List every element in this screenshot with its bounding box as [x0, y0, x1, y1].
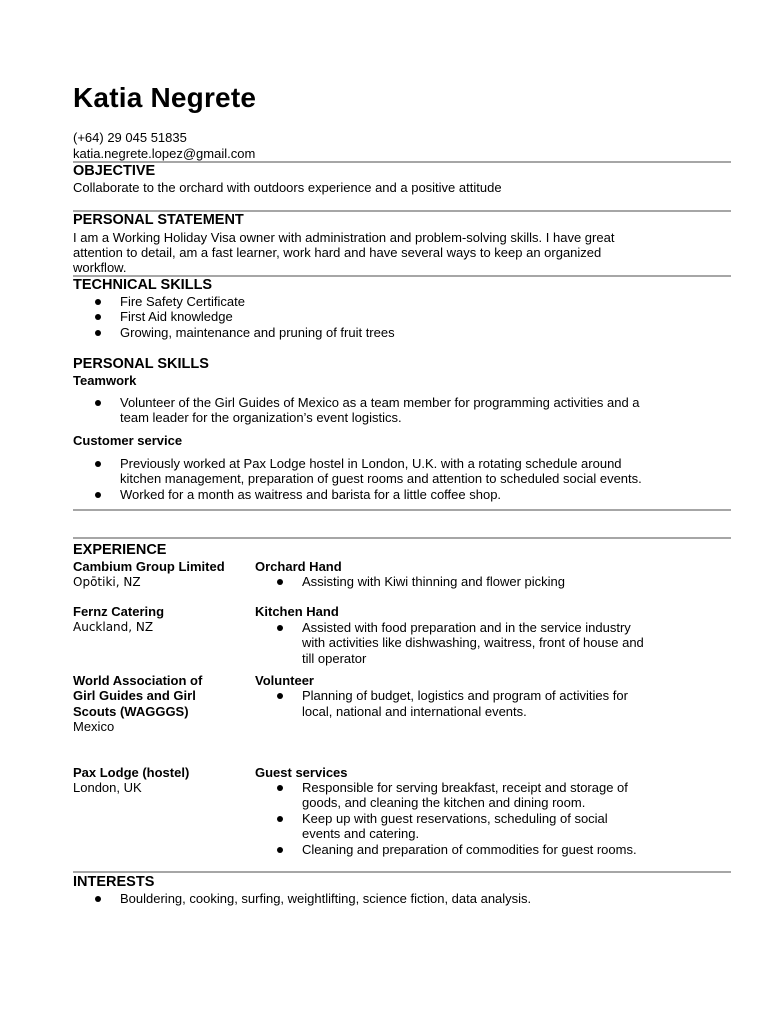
job-duty: Assisted with food preparation and in the service industry	[302, 620, 631, 635]
employer-location: Auckland, NZ	[73, 620, 154, 634]
job-role: Guest services	[255, 765, 348, 780]
employer-location: Opōtiki, NZ	[73, 575, 141, 589]
personal-statement-heading: PERSONAL STATEMENT	[73, 212, 244, 228]
email-address: katia.negrete.lopez@gmail.com	[73, 146, 256, 161]
list-item: Fire Safety Certificate	[120, 294, 245, 309]
bullet-icon	[277, 693, 283, 699]
bullet-icon	[277, 816, 283, 822]
technical-skills-heading: TECHNICAL SKILLS	[73, 277, 213, 293]
teamwork-title: Teamwork	[73, 373, 137, 388]
candidate-name: Katia Negrete	[73, 82, 257, 113]
job-duty-continuation: local, national and international events.	[302, 704, 527, 719]
employer-name: World Association of	[73, 673, 203, 688]
job-duty: Assisting with Kiwi thinning and flower picking	[302, 574, 566, 589]
list-item-continuation: kitchen management, preparation of guest rooms and attention to scheduled social events.	[120, 471, 642, 486]
bullet-icon	[95, 492, 101, 498]
list-item: First Aid knowledge	[120, 309, 233, 324]
employer-name-continuation: Scouts (WAGGGS)	[73, 704, 189, 719]
list-item: Previously worked at Pax Lodge hostel in London, U.K. with a rotating schedule around	[120, 456, 622, 471]
statement-line: workflow.	[73, 260, 127, 275]
job-duty: Keep up with guest reservations, scheduling of social	[302, 811, 608, 826]
objective-heading: OBJECTIVE	[73, 163, 156, 179]
section-divider	[73, 537, 731, 539]
job-duty: Cleaning and preparation of commodities for guest rooms.	[302, 842, 637, 857]
employer-location: London, UK	[73, 780, 142, 795]
interests-heading: INTERESTS	[73, 874, 155, 890]
bullet-icon	[277, 625, 283, 631]
job-duty-continuation: with activities like dishwashing, waitress, front of house and	[302, 635, 644, 650]
job-duty-continuation: events and catering.	[302, 826, 420, 841]
bullet-icon	[95, 330, 101, 336]
employer-location: Mexico	[73, 719, 115, 734]
job-role: Orchard Hand	[255, 559, 342, 574]
customer-service-title: Customer service	[73, 433, 183, 448]
list-item-continuation: team leader for the organization’s event logistics.	[120, 410, 402, 425]
job-duty: Responsible for serving breakfast, receipt and storage of	[302, 780, 628, 795]
employer-name-continuation: Girl Guides and Girl	[73, 688, 196, 703]
bullet-icon	[95, 314, 101, 320]
job-role: Volunteer	[255, 673, 314, 688]
bullet-icon	[95, 461, 101, 467]
statement-line: I am a Working Holiday Visa owner with administration and problem-solving skills. I have great	[73, 230, 615, 245]
job-duty: Planning of budget, logistics and program of activities for	[302, 688, 628, 703]
experience-heading: EXPERIENCE	[73, 542, 167, 558]
list-item: Volunteer of the Girl Guides of Mexico as a team member for programming activities and a	[120, 395, 640, 410]
personal-skills-heading: PERSONAL SKILLS	[73, 356, 209, 372]
bullet-icon	[95, 896, 101, 902]
bullet-icon	[95, 299, 101, 305]
section-divider	[73, 871, 731, 873]
phone-number: (+64) 29 045 51835	[73, 130, 187, 145]
section-divider	[73, 161, 731, 163]
employer-name: Pax Lodge (hostel)	[73, 765, 190, 780]
bullet-icon	[277, 579, 283, 585]
job-duty-continuation: till operator	[302, 651, 367, 666]
job-duty-continuation: goods, and cleaning the kitchen and dining room.	[302, 795, 586, 810]
section-divider	[73, 509, 731, 511]
statement-line: attention to detail, am a fast learner, work hard and have several ways to keep an organized	[73, 245, 602, 260]
bullet-icon	[277, 785, 283, 791]
job-role: Kitchen Hand	[255, 604, 339, 619]
employer-name: Fernz Catering	[73, 604, 165, 619]
bullet-icon	[95, 400, 101, 406]
bullet-icon	[277, 847, 283, 853]
objective-text: Collaborate to the orchard with outdoors experience and a positive attitude	[73, 180, 502, 195]
list-item: Growing, maintenance and pruning of fruit trees	[120, 325, 395, 340]
interests-text: Bouldering, cooking, surfing, weightlifting, science fiction, data analysis.	[120, 891, 532, 906]
employer-name: Cambium Group Limited	[73, 559, 225, 574]
list-item: Worked for a month as waitress and barista for a little coffee shop.	[120, 487, 502, 502]
